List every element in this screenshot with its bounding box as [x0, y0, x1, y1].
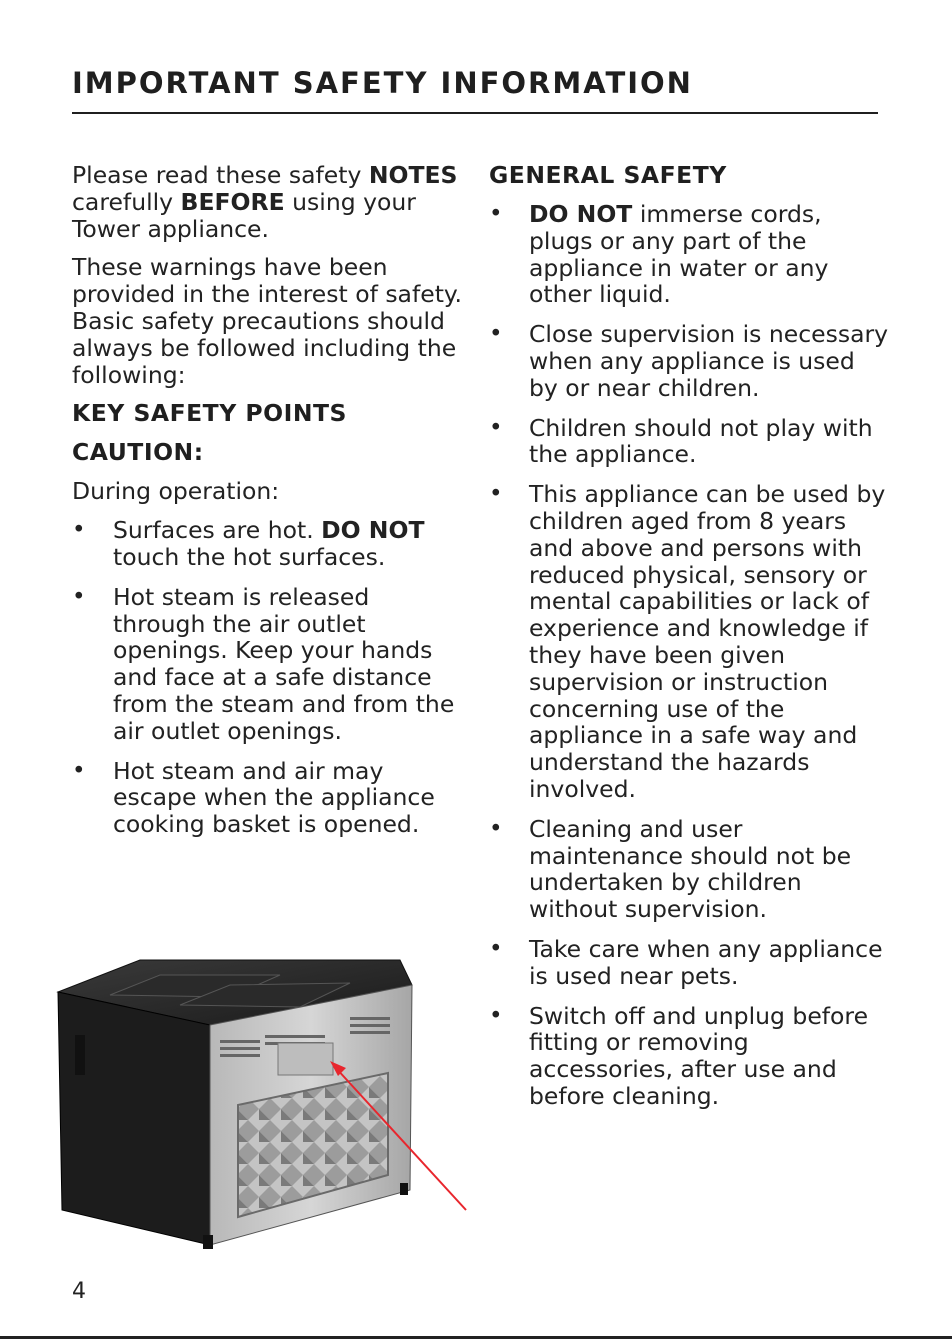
- page-title: IMPORTANT SAFETY INFORMATION: [72, 66, 693, 100]
- item-text: Hot steam is released through the air outlet openings. Keep your hands and face at a safe distance from the steam and from the air outlet openings.: [113, 582, 455, 745]
- title-divider: [72, 112, 878, 114]
- item-text: Surfaces are hot.: [113, 516, 322, 545]
- intro-paragraph-1: [72, 162, 467, 242]
- item-text: Hot steam and air may escape when the appliance cooking basket is opened.: [113, 756, 435, 839]
- bullet-icon: •: [489, 935, 503, 962]
- bullet-icon: •: [489, 815, 503, 842]
- list-item: [489, 481, 889, 803]
- item-text: Take care when any appliance is used near pets.: [529, 934, 883, 990]
- during-operation-label: During operation:: [72, 477, 280, 506]
- bullet-icon: •: [489, 481, 503, 508]
- bullet-icon: •: [489, 321, 503, 348]
- right-column: [489, 162, 889, 1123]
- general-safety-heading: GENERAL SAFETY: [489, 161, 727, 189]
- notes-emphasis: NOTES: [368, 161, 458, 189]
- list-item: [72, 758, 467, 838]
- item-text: Close supervision is necessary when any appliance is used by or near children.: [529, 320, 889, 402]
- bullet-icon: •: [72, 517, 86, 544]
- list-item: [489, 201, 889, 308]
- intro-paragraph-2: These warnings have been provided in the interest of safety. Basic safety precautions should always be followed including the following:: [72, 253, 462, 389]
- item-emphasis: DO NOT: [529, 200, 633, 228]
- before-emphasis: BEFORE: [180, 187, 285, 216]
- bullet-icon: •: [72, 757, 86, 784]
- item-emphasis: DO NOT: [321, 516, 425, 545]
- bullet-icon: •: [489, 1002, 503, 1029]
- bullet-icon: •: [72, 583, 86, 610]
- item-text: Children should not play with the appliance.: [529, 413, 873, 469]
- intro-text: Please read these safety: [72, 161, 369, 189]
- list-item: [72, 584, 467, 745]
- page-number: 4: [72, 1279, 86, 1304]
- list-item: [489, 936, 889, 990]
- key-safety-list: [72, 517, 467, 838]
- item-text: This appliance can be used by children aged from 8 years and above and persons with reduced physical, sensory or mental capabilities or lack of experience and knowledge if they have been given supervision or instruction concerning use of the appliance in a safe way and understand the hazards involved.: [529, 480, 886, 803]
- list-item: [489, 415, 889, 469]
- list-item: [489, 321, 889, 401]
- air-fryer-oven-illustration: [50, 955, 480, 1255]
- caution-heading: CAUTION:: [72, 438, 204, 467]
- list-item: [72, 517, 467, 571]
- general-safety-list: [489, 201, 889, 1110]
- item-text: Switch off and unplug before fitting or removing accessories, after use and before cleaning.: [529, 1001, 869, 1110]
- item-text: immerse cords, plugs or any part of the appliance in water or any other liquid.: [529, 200, 829, 309]
- list-item: [489, 1003, 889, 1110]
- item-text: touch the hot surfaces.: [113, 542, 386, 571]
- list-item: [489, 816, 889, 923]
- item-text: Cleaning and user maintenance should not be undertaken by children without supervision.: [529, 814, 852, 924]
- left-column: [72, 162, 467, 851]
- intro-text: using your Tower appliance.: [72, 187, 416, 243]
- intro-text: carefully: [72, 187, 181, 216]
- bullet-icon: •: [489, 201, 503, 227]
- key-safety-heading: KEY SAFETY POINTS: [72, 399, 347, 428]
- bullet-icon: •: [489, 414, 503, 441]
